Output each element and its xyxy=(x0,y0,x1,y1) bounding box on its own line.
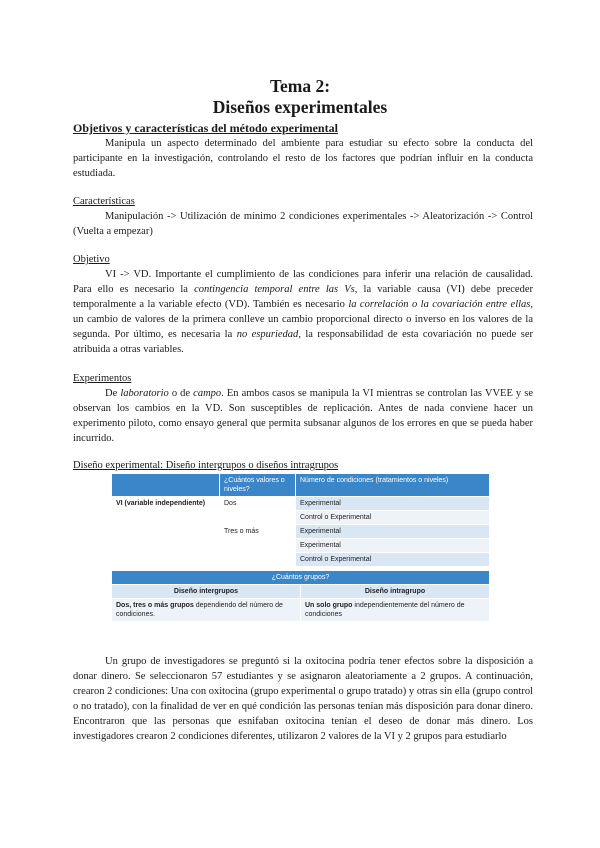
experiments-text-1: De xyxy=(105,388,121,399)
inter-desc xyxy=(112,599,301,622)
intra-desc-text: independientemente del número de condiciones xyxy=(305,602,465,618)
empty-cell xyxy=(112,511,220,525)
empty-cell xyxy=(112,525,220,539)
section-characteristics-heading: Características xyxy=(73,196,135,207)
section-objective xyxy=(73,252,533,357)
doc-title-line2: Diseños experimentales xyxy=(212,97,388,117)
intra-desc-bold: Un solo grupo xyxy=(305,602,353,609)
condition-cell: Experimental xyxy=(296,525,490,539)
intra-desc xyxy=(301,599,490,622)
section-objectives xyxy=(73,121,533,181)
groups-header-row xyxy=(112,585,490,599)
groups-table xyxy=(111,570,490,622)
header-conditions: Número de condiciones (tratamientos o niveles) xyxy=(296,474,490,497)
header-levels: ¿Cuántos valores o niveles? xyxy=(220,474,296,497)
experiments-text-2: o de xyxy=(168,388,194,399)
empty-cell xyxy=(112,539,220,553)
levels-table xyxy=(111,473,490,567)
design-table xyxy=(111,473,489,622)
empty-cell xyxy=(220,553,296,567)
objective-em-1: contingencia temporal entre las Vs xyxy=(194,284,355,295)
objective-em-3: no espuriedad xyxy=(236,329,299,340)
section-example xyxy=(73,654,533,744)
table-row xyxy=(112,539,490,553)
objective-em-2: la correlación o la covariación entre ellas xyxy=(348,299,531,310)
empty-cell xyxy=(112,553,220,567)
levels-header-row xyxy=(112,474,490,497)
table-row xyxy=(112,525,490,539)
experiments-text-3: . En ambos casos se manipula la VI mientras se controlan las VVEE y se observan los cambios en la VD. Son susceptibles de replicación. Antes de nada conviene hacer un experimento piloto, como ensayo general que permita subsanar algunos de los errores en que se pueda haber incurrido. xyxy=(73,388,534,444)
condition-cell: Experimental xyxy=(296,539,490,553)
section-experiments-body xyxy=(73,386,533,446)
section-objectives-heading: Objetivos y características del método experimental xyxy=(73,121,338,135)
condition-cell: Experimental xyxy=(296,497,490,511)
section-design xyxy=(73,458,533,473)
objective-text-1: VI -> VD. Importante el cumplimiento de las condiciones para inferir una relación de causalidad. Para ello es necesario la xyxy=(73,269,533,295)
experiments-em-1: laboratorio xyxy=(120,388,169,399)
inter-desc-text: dependiendo del número de condiciones. xyxy=(116,602,283,618)
objective-text-3: , un cambio de valores de la primera conlleve un cambio proporcional directo o inverso en los valores de la segunda. Por último, es necesaria la xyxy=(73,299,533,340)
section-characteristics-body: Manipulación -> Utilización de mínimo 2 condiciones experimentales -> Aleatorización -> Control (Vuelta a empezar) xyxy=(73,211,533,237)
groups-banner: ¿Cuántos grupos? xyxy=(112,571,490,585)
inter-header: Diseño intergrupos xyxy=(112,585,301,599)
section-objective-heading: Objetivo xyxy=(73,254,110,265)
doc-title-line1: Tema 2: xyxy=(269,76,331,96)
inter-desc-bold: Dos, tres o más grupos xyxy=(116,602,194,609)
table-row xyxy=(112,553,490,567)
condition-cell: Control o Experimental xyxy=(296,553,490,567)
section-objectives-body: Manipula un aspecto determinado del ambiente para estudiar su efecto sobre la conducta del participante en la investigación, controlando el resto de los factores que podrían influir en la conducta estudiada. xyxy=(73,138,533,179)
experiments-em-2: campo xyxy=(193,388,222,399)
empty-cell xyxy=(220,539,296,553)
empty-cell xyxy=(220,511,296,525)
intra-header: Diseño intragrupo xyxy=(301,585,490,599)
table-row xyxy=(112,497,490,511)
section-example-body: Un grupo de investigadores se preguntó si la oxitocina podría tener efectos sobre la disposición a donar dinero. Se seleccionaron 57 estudiantes y se asignaron aleatoriamente a 2 grupos. A continuación, crearon 2 condiciones: Una con oxitocina (grupo experimental o grupo tratado) y otras sin ella (grupo control o no tratado), con la finalidad de ver en qué condición las personas tenían más disposición para donar dinero. Encontraron que las personas que esnifaban oxitocina tenían el deseo de donar más dinero. Los investigadores crearon 2 condiciones diferentes, utilizaron 2 valores de la VI y 2 grupos para estudiarlo xyxy=(73,656,533,742)
condition-cell: Control o Experimental xyxy=(296,511,490,525)
level-two: Dos xyxy=(220,497,296,511)
section-experiments xyxy=(73,371,533,446)
table-row xyxy=(112,511,490,525)
section-objective-body xyxy=(73,267,533,357)
objective-text-4: , la responsabilidad de esta covariación no puede ser atribuida a otras variables. xyxy=(73,329,533,355)
section-design-heading: Diseño experimental: Diseño intergrupos o diseños intragrupos xyxy=(73,460,339,471)
vi-row-label: VI (variable independiente) xyxy=(112,497,220,511)
section-characteristics xyxy=(73,194,533,239)
groups-desc-row xyxy=(112,599,490,622)
level-three: Tres o más xyxy=(220,525,296,539)
header-blank-cell xyxy=(112,474,220,497)
objective-text-2: , la variable causa (VI) debe preceder temporalmente a la variable efecto (VD). También es necesario xyxy=(73,284,533,310)
groups-banner-row xyxy=(112,571,490,585)
section-experiments-heading: Experimentos xyxy=(73,373,132,384)
